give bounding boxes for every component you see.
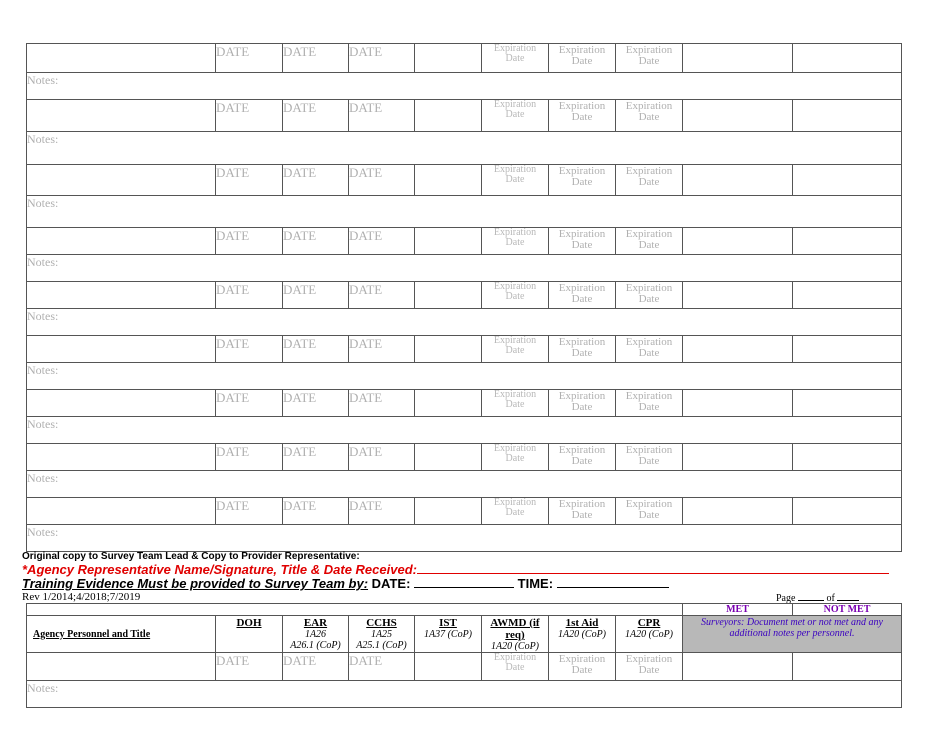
date-cell[interactable]: DATE [349,282,415,309]
met-cell[interactable] [683,282,793,309]
not-met-cell[interactable] [793,282,902,309]
training-evidence-line: Training Evidence Must be provided to Survey Team by: DATE: TIME: [22,576,669,591]
exp-label-line2: Date [638,176,660,188]
expiration-date-cell[interactable] [482,653,549,681]
notes-cell[interactable]: Notes: [27,363,902,390]
not-met-cell[interactable] [793,336,902,363]
expiration-date-cell[interactable] [482,282,549,309]
personnel-name-cell[interactable] [27,390,216,417]
exp-label-line1: Expiration [625,165,673,177]
exp-label-line2: Date [505,399,525,410]
column-sub1: 1A37 (CoP) [423,629,473,640]
date-cell[interactable]: DATE [283,165,349,196]
expiration-date-cell[interactable] [482,390,549,417]
exp-label-line1: Expiration [493,99,537,110]
met-cell[interactable] [683,498,793,525]
blank-cell[interactable] [415,282,482,309]
column-title: AWMD (if req) [490,617,540,641]
expiration-date-cell[interactable] [616,390,683,417]
exp-label-line1: Expiration [493,43,537,54]
exp-label-line1: Expiration [625,653,673,665]
date-cell[interactable]: DATE [216,228,283,255]
date-cell[interactable]: DATE [216,336,283,363]
exp-label-line2: Date [505,345,525,356]
date-cell[interactable]: DATE [216,165,283,196]
notes-cell[interactable]: Notes: [27,417,902,444]
expiration-date-cell[interactable] [482,336,549,363]
header-spacer [27,604,683,616]
notes-cell[interactable]: Notes: [27,132,902,165]
personnel-name-cell[interactable] [27,498,216,525]
date-cell[interactable]: DATE [349,444,415,471]
blank-cell[interactable] [415,336,482,363]
column-header-4 [482,616,549,653]
copy-instruction: Original copy to Survey Team Lead & Copy to Provider Representative: [22,551,360,562]
met-cell[interactable] [683,653,793,681]
exp-label-line1: Expiration [558,165,606,177]
date-cell[interactable]: DATE [283,498,349,525]
met-cell[interactable] [683,165,793,196]
column-sub1: 1A25 [370,629,393,640]
person-row [27,165,902,196]
not-met-cell[interactable] [793,390,902,417]
exp-label-line2: Date [505,291,525,302]
met-cell[interactable] [683,228,793,255]
column-sub2: A26.1 (CoP) [290,640,341,651]
exp-label-line2: Date [638,293,660,305]
exp-label-line2: Date [505,662,525,673]
expiration-date-cell[interactable] [549,653,616,681]
exp-label-line1: Expiration [625,100,673,112]
date-cell[interactable]: DATE [349,336,415,363]
personnel-name-cell[interactable] [27,44,216,73]
revision-text: Rev 1/2014;4/2018;7/2019 [22,591,141,603]
page-blank[interactable] [798,591,824,601]
exp-label-line1: Expiration [625,444,673,456]
date-cell[interactable]: DATE [283,282,349,309]
notes-row [27,417,902,444]
exp-label-line1: Expiration [625,228,673,240]
date-cell[interactable]: DATE [216,44,283,73]
person-row [27,228,902,255]
column-header-6 [616,616,683,653]
blank-cell[interactable] [415,100,482,132]
exp-label-line1: Expiration [625,498,673,510]
date-cell[interactable]: DATE [283,390,349,417]
exp-label-line2: Date [638,664,660,676]
expiration-date-cell[interactable] [549,390,616,417]
date-cell[interactable]: DATE [349,165,415,196]
personnel-name-cell[interactable] [27,100,216,132]
expiration-date-cell[interactable] [616,100,683,132]
personnel-name-cell[interactable] [27,282,216,309]
expiration-date-cell[interactable] [549,282,616,309]
exp-label-line2: Date [571,176,593,188]
column-header-1 [283,616,349,653]
exp-label-line2: Date [571,455,593,467]
exp-label-line2: Date [571,55,593,67]
exp-label-line2: Date [505,174,525,185]
personnel-name-cell[interactable] [27,444,216,471]
expiration-date-cell[interactable] [549,165,616,196]
column-title: EAR [303,617,328,629]
met-header: MET [683,604,793,616]
exp-label-line1: Expiration [558,336,606,348]
notes-row [27,196,902,228]
person-row [27,44,902,73]
personnel-name-cell[interactable] [27,165,216,196]
exp-label-line2: Date [638,111,660,123]
person-row [27,390,902,417]
exp-label-line1: Expiration [558,44,606,56]
expiration-date-cell[interactable] [616,44,683,73]
exp-label-line2: Date [638,455,660,467]
exp-label-line2: Date [571,293,593,305]
blank-cell[interactable] [415,498,482,525]
exp-label-line1: Expiration [493,497,537,508]
exp-label-line1: Expiration [625,390,673,402]
exp-label-line1: Expiration [558,228,606,240]
exp-label-line2: Date [505,53,525,64]
notes-cell[interactable]: Notes: [27,309,902,336]
date-cell[interactable]: DATE [283,100,349,132]
notes-row [27,681,902,708]
exp-label-line2: Date [638,347,660,359]
notes-cell[interactable]: Notes: [27,681,902,708]
personnel-form-lower [26,603,902,708]
notes-row [27,255,902,282]
page-number: Page of [776,591,859,604]
exp-label-line1: Expiration [625,336,673,348]
exp-label-line1: Expiration [558,653,606,665]
exp-label-line1: Expiration [493,443,537,454]
exp-label-line1: Expiration [625,282,673,294]
column-sub1: 1A20 (CoP) [557,629,607,640]
expiration-date-cell[interactable] [616,444,683,471]
time-blank[interactable] [557,576,669,588]
exp-label-line1: Expiration [493,335,537,346]
met-cell[interactable] [683,390,793,417]
person-row [27,498,902,525]
notes-row [27,525,902,552]
date-cell[interactable]: DATE [349,44,415,73]
exp-label-line2: Date [505,453,525,464]
notes-row [27,363,902,390]
expiration-date-cell[interactable] [616,653,683,681]
not-met-cell[interactable] [793,165,902,196]
column-sub1: 1A20 (CoP) [490,641,540,652]
notes-cell[interactable]: Notes: [27,255,902,282]
notes-row [27,132,902,165]
expiration-date-cell[interactable] [616,282,683,309]
exp-label-line1: Expiration [493,389,537,400]
date-cell[interactable]: DATE [283,653,349,681]
expiration-date-cell[interactable] [549,336,616,363]
person-row [27,100,902,132]
exp-label-line2: Date [638,239,660,251]
exp-label-line1: Expiration [558,100,606,112]
date-cell[interactable]: DATE [216,390,283,417]
expiration-date-cell[interactable] [549,100,616,132]
exp-label-line2: Date [571,509,593,521]
expiration-date-cell[interactable] [549,228,616,255]
date-cell[interactable]: DATE [283,336,349,363]
column-header-3 [415,616,482,653]
date-cell[interactable]: DATE [283,44,349,73]
met-cell[interactable] [683,444,793,471]
column-title: DOH [236,617,262,629]
blank-cell[interactable] [415,390,482,417]
notes-cell[interactable]: Notes: [27,525,902,552]
blank-cell[interactable] [415,444,482,471]
exp-label-line2: Date [638,509,660,521]
exp-label-line1: Expiration [493,164,537,175]
exp-label-line2: Date [638,55,660,67]
person-row [27,444,902,471]
page-total-blank[interactable] [837,591,859,601]
expiration-date-cell[interactable] [482,100,549,132]
date-blank[interactable] [414,576,514,588]
expiration-date-cell[interactable] [616,165,683,196]
column-title: CPR [637,617,661,629]
not-met-header: NOT MET [793,604,902,616]
expiration-date-cell[interactable] [616,336,683,363]
not-met-cell[interactable] [793,653,902,681]
date-cell[interactable]: DATE [216,653,283,681]
column-header-2 [349,616,415,653]
date-cell[interactable]: DATE [349,653,415,681]
column-header-0 [216,616,283,653]
not-met-cell[interactable] [793,498,902,525]
exp-label-line2: Date [505,237,525,248]
column-title: CCHS [366,617,397,629]
date-cell[interactable]: DATE [349,228,415,255]
personnel-form-upper [26,43,902,552]
notes-row [27,471,902,498]
column-title: IST [439,617,457,629]
exp-label-line2: Date [505,507,525,518]
met-cell[interactable] [683,336,793,363]
date-cell[interactable]: DATE [283,444,349,471]
met-cell[interactable] [683,100,793,132]
date-cell[interactable]: DATE [216,498,283,525]
date-cell[interactable]: DATE [216,444,283,471]
exp-label-line1: Expiration [493,227,537,238]
exp-label-line2: Date [638,401,660,413]
blank-cell[interactable] [415,44,482,73]
personnel-name-cell[interactable] [27,653,216,681]
expiration-date-cell[interactable] [482,165,549,196]
exp-label-line2: Date [571,401,593,413]
exp-label-line1: Expiration [493,652,537,663]
expiration-date-cell[interactable] [482,228,549,255]
column-header-5 [549,616,616,653]
exp-label-line1: Expiration [558,282,606,294]
expiration-date-cell[interactable] [616,498,683,525]
agency-signature-line: *Agency Representative Name/Signature, Title & Date Received: [22,562,889,577]
expiration-date-cell[interactable] [482,44,549,73]
expiration-date-cell[interactable] [549,444,616,471]
person-row [27,336,902,363]
blank-cell[interactable] [415,653,482,681]
exp-label-line2: Date [571,239,593,251]
exp-label-line1: Expiration [558,390,606,402]
blank-cell[interactable] [415,228,482,255]
notes-cell[interactable]: Notes: [27,471,902,498]
column-sub1: 1A26 [304,629,327,640]
expiration-date-cell[interactable] [482,498,549,525]
signature-blank[interactable] [417,562,889,574]
column-sub1: 1A20 (CoP) [624,629,674,640]
exp-label-line2: Date [571,111,593,123]
not-met-cell[interactable] [793,228,902,255]
expiration-date-cell[interactable] [549,44,616,73]
exp-label-line2: Date [571,347,593,359]
date-cell[interactable]: DATE [349,498,415,525]
expiration-date-cell[interactable] [549,498,616,525]
column-sub2: A25.1 (CoP) [356,640,407,651]
met-cell[interactable] [683,44,793,73]
notes-row [27,309,902,336]
exp-label-line1: Expiration [493,281,537,292]
blank-cell[interactable] [415,165,482,196]
person-row [27,653,902,681]
date-cell[interactable]: DATE [216,100,283,132]
personnel-name-cell[interactable] [27,228,216,255]
surveyor-note: Surveyors: Document met or not met and any additional notes per personnel. [683,616,902,653]
expiration-date-cell[interactable] [482,444,549,471]
expiration-date-cell[interactable] [616,228,683,255]
person-row [27,282,902,309]
not-met-cell[interactable] [793,444,902,471]
exp-label-line1: Expiration [558,498,606,510]
notes-cell[interactable]: Notes: [27,196,902,228]
not-met-cell[interactable] [793,44,902,73]
notes-row [27,73,902,100]
exp-label-line1: Expiration [558,444,606,456]
notes-cell[interactable]: Notes: [27,73,902,100]
column-title: 1st Aid [565,617,599,629]
exp-label-line2: Date [505,109,525,120]
date-cell[interactable]: DATE [283,228,349,255]
date-cell[interactable]: DATE [349,390,415,417]
date-cell[interactable]: DATE [216,282,283,309]
agency-personnel-header: Agency Personnel and Title [27,616,216,653]
not-met-cell[interactable] [793,100,902,132]
personnel-name-cell[interactable] [27,336,216,363]
exp-label-line1: Expiration [625,44,673,56]
exp-label-line2: Date [571,664,593,676]
date-cell[interactable]: DATE [349,100,415,132]
